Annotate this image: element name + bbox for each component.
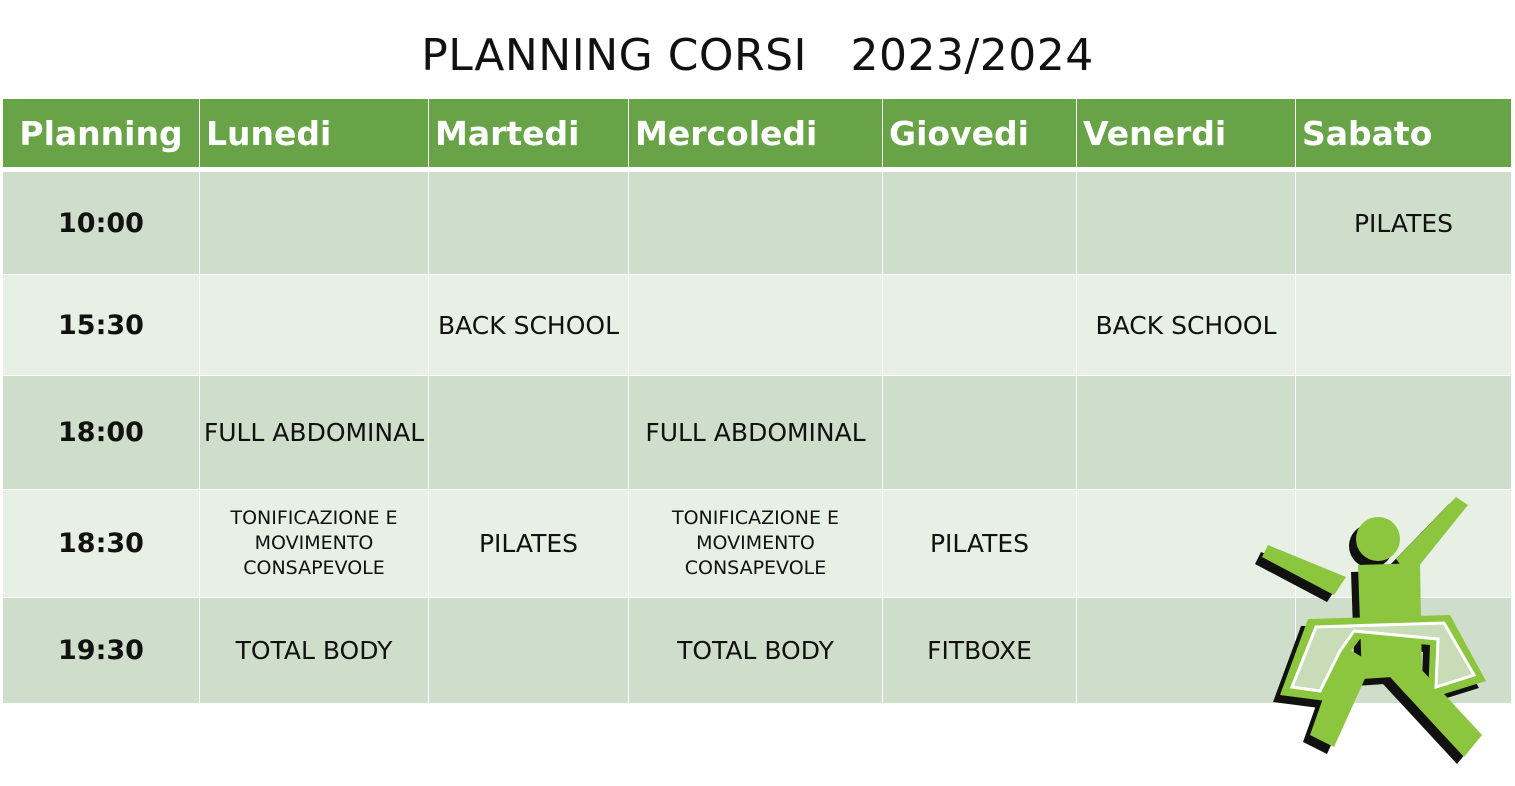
- header-row: [3, 99, 1512, 170]
- table-cell: PILATES: [1296, 170, 1512, 275]
- table-cell: BACK SCHOOL: [1077, 275, 1296, 376]
- table-cell: TOTAL BODY: [200, 598, 429, 704]
- table-cell: PILATES: [883, 490, 1077, 598]
- header-planning: Planning: [3, 99, 200, 170]
- table-cell: [429, 170, 629, 275]
- table-cell: [1077, 376, 1296, 490]
- header-mercoledi: Mercoledi: [629, 99, 883, 170]
- table-cell: [629, 170, 883, 275]
- table-cell: BACK SCHOOL: [429, 275, 629, 376]
- table-cell: [629, 275, 883, 376]
- table-cell: FULL ABDOMINAL: [200, 376, 429, 490]
- table-cell: [1296, 376, 1512, 490]
- table-cell: TOTAL BODY: [629, 598, 883, 704]
- header-martedi: Martedi: [429, 99, 629, 170]
- time-cell: 18:00: [3, 376, 200, 490]
- table-cell: [429, 376, 629, 490]
- table-cell: FULL ABDOMINAL: [629, 376, 883, 490]
- table-cell: PILATES: [429, 490, 629, 598]
- table-row: [3, 376, 1512, 490]
- page-title: PLANNING CORSI 2023/2024: [421, 30, 1094, 81]
- table-cell: TONIFICAZIONE E MOVIMENTO CONSAPEVOLE: [629, 490, 883, 598]
- header-giovedi: Giovedi: [883, 99, 1077, 170]
- header-venerdi: Venerdi: [1077, 99, 1296, 170]
- dancing-figure-icon: [1250, 495, 1510, 775]
- time-cell: 18:30: [3, 490, 200, 598]
- table-cell: TONIFICAZIONE E MOVIMENTO CONSAPEVOLE: [200, 490, 429, 598]
- table-row: [3, 170, 1512, 275]
- table-cell: [200, 170, 429, 275]
- table-cell: [883, 275, 1077, 376]
- time-cell: 15:30: [3, 275, 200, 376]
- table-cell: [200, 275, 429, 376]
- time-cell: 19:30: [3, 598, 200, 704]
- header-lunedi: Lunedi: [200, 99, 429, 170]
- table-row: [3, 275, 1512, 376]
- table-cell: [429, 598, 629, 704]
- table-cell: [883, 170, 1077, 275]
- table-cell: [883, 376, 1077, 490]
- table-cell: [1296, 275, 1512, 376]
- header-sabato: Sabato: [1296, 99, 1512, 170]
- table-cell: [1077, 170, 1296, 275]
- table-cell: FITBOXE: [883, 598, 1077, 704]
- time-cell: 10:00: [3, 170, 200, 275]
